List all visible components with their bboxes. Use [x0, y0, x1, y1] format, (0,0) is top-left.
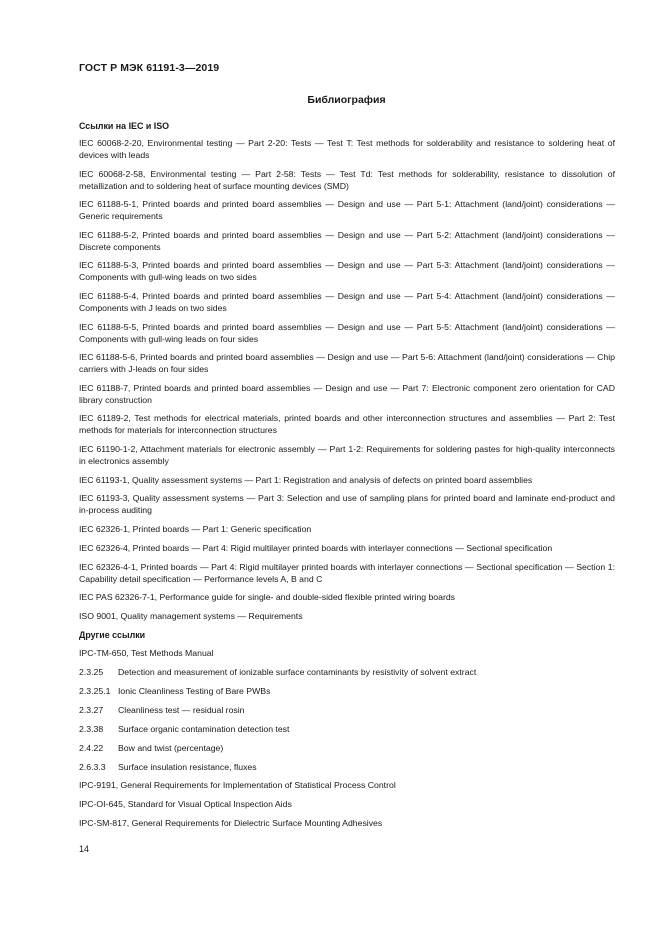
reference-item: IEC 60068-2-20, Environmental testing — Part 2-20: Tests — Test T: Test methods for solderability and resistance to soldering heat of devices with leads	[79, 138, 615, 160]
reference-item: IPC-9191, General Requirements for Implementation of Statistical Process Control	[79, 780, 396, 791]
reference-item: IEC 61188-7, Printed boards and printed board assemblies — Design and use — Part 7: Electronic component zero orientation for CAD library construction	[79, 382, 615, 405]
bibliography-body	[79, 120, 615, 836]
page-number: 14	[79, 844, 90, 854]
reference-item: IEC 61193-1, Quality assessment systems — Part 1: Registration and analysis of defects on printed board assemblies	[79, 474, 533, 485]
sub-reference-item	[79, 685, 615, 697]
sub-reference-text: Surface organic contamination detection test	[118, 723, 290, 734]
sub-reference-text: Ionic Cleanliness Testing of Bare PWBs	[118, 685, 271, 696]
reference-item: IEC 61188-5-6, Printed boards and printed board assemblies — Design and use — Part 5-6: Attachment (land/joint) considerations — Chip carriers with J-leads on four sides	[79, 352, 615, 375]
sub-reference-text: Bow and twist (percentage)	[118, 742, 224, 753]
sub-reference-item	[79, 742, 615, 754]
sub-reference-number: 2.4.22	[79, 742, 104, 753]
reference-item: IPC-SM-817, General Requirements for Dielectric Surface Mounting Adhesives	[79, 818, 383, 829]
reference-item: ISO 9001, Quality management systems — Requirements	[79, 611, 303, 622]
reference-item: IEC 61188-5-1, Printed boards and printed board assemblies — Design and use — Part 5-1: Attachment (land/joint) considerations — Generic requirements	[79, 199, 615, 222]
reference-item: IEC 61189-2, Test methods for electrical materials, printed boards and other interconnection structures and assemblies — Part 2: Test methods for materials for interconnection structures	[79, 413, 615, 436]
section-heading-iec-iso: Ссылки на IEC и ISO	[79, 121, 170, 131]
reference-item: IEC PAS 62326-7-1, Performance guide for single- and double-sided flexible printed wiring boards	[79, 592, 456, 603]
sub-reference-number: 2.3.25	[79, 667, 104, 678]
page-title: Библиография	[307, 94, 386, 106]
reference-item: IEC 62326-4-1, Printed boards — Part 4: Rigid multilayer printed boards with interlayer connections — Sectional specification — Section 1: Capability detail specification — Performance levels A, B and C	[79, 561, 615, 584]
reference-item: IEC 61188-5-3, Printed boards and printed board assemblies — Design and use — Part 5-3: Attachment (land/joint) considerations — Components with gull-wing leads on two sides	[79, 260, 615, 283]
section-heading-other: Другие ссылки	[79, 630, 146, 641]
sub-reference-text: Surface insulation resistance, fluxes	[118, 761, 257, 772]
reference-item: IEC 61188-5-4, Printed boards and printed board assemblies — Design and use — Part 5-4: Attachment (land/joint) considerations — Components with J leads on two sides	[79, 290, 615, 313]
reference-item: IEC 60068-2-58, Environmental testing — Part 2-58: Tests — Test Td: Test methods for solderability, resistance to dissolution of metallization and to soldering heat of surface mounting devices (SMD)	[79, 168, 615, 191]
reference-item: IEC 61188-5-5, Printed boards and printed board assemblies — Design and use — Part 5-5: Attachment (land/joint) considerations — Components with gull-wing leads on four sides	[79, 321, 615, 344]
reference-item: IPC-TM-650, Test Methods Manual	[79, 648, 214, 659]
sub-reference-number: 2.6.3.3	[79, 761, 106, 772]
reference-item: IEC 62326-4, Printed boards — Part 4: Rigid multilayer printed boards with interlayer connections — Sectional specification	[79, 542, 553, 553]
reference-item: IEC 61193-3, Quality assessment systems — Part 3: Selection and use of sampling plans for printed board and laminate end-product and in-process auditing	[79, 493, 615, 516]
sub-reference-item	[79, 704, 615, 716]
sub-reference-item	[79, 666, 615, 678]
sub-reference-text: Detection and measurement of ionizable surface contaminants by resistivity of solvent extract	[118, 667, 477, 678]
document-header: ГОСТ Р МЭК 61191-3—2019	[79, 62, 220, 74]
sub-reference-text: Cleanliness test — residual rosin	[118, 704, 245, 715]
reference-item: IEC 62326-1, Printed boards — Part 1: Generic specification	[79, 524, 312, 535]
reference-item: IEC 61190-1-2, Attachment materials for electronic assembly — Part 1-2: Requirements for soldering pastes for high-quality interconnects in electronics assembly	[79, 443, 615, 466]
reference-item: IEC 61188-5-2, Printed boards and printed board assemblies — Design and use — Part 5-2: Attachment (land/joint) considerations — Discrete components	[79, 229, 615, 252]
sub-reference-number: 2.3.25.1	[79, 685, 111, 696]
sub-reference-number: 2.3.38	[79, 723, 104, 734]
reference-item: IPC-OI-645, Standard for Visual Optical Inspection Aids	[79, 799, 292, 810]
sub-reference-item	[79, 723, 615, 735]
sub-reference-item	[79, 761, 615, 773]
sub-reference-number: 2.3.27	[79, 704, 104, 715]
